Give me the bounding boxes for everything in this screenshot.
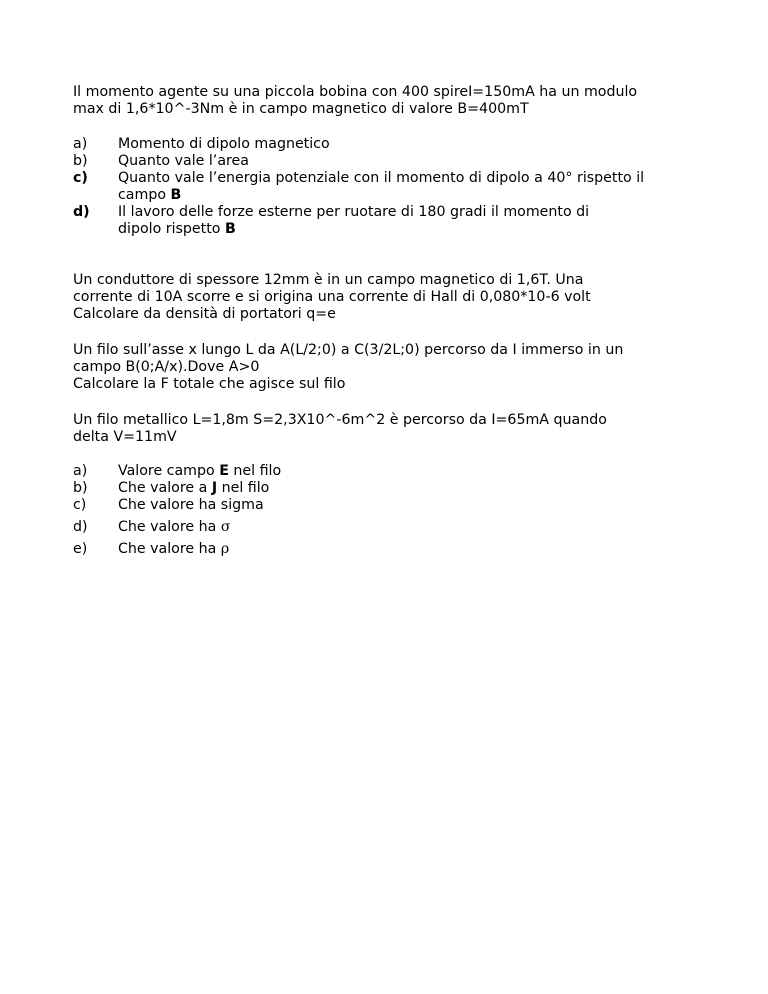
problem4-question-a bbox=[73, 463, 703, 480]
question-text bbox=[118, 541, 703, 558]
question-text-part: nel filo bbox=[217, 480, 270, 496]
problem2-line1: Un conduttore di spessore 12mm è in un campo magnetico di 1,6T. Una bbox=[73, 272, 584, 288]
problem3-line3: Calcolare la F totale che agisce sul filo bbox=[73, 376, 346, 392]
problem1-question-b bbox=[73, 153, 703, 170]
list-marker: c) bbox=[73, 170, 88, 186]
problem4-question-d bbox=[73, 519, 703, 536]
rho-symbol: ρ bbox=[220, 541, 230, 557]
problem1-questions bbox=[73, 136, 703, 238]
problem1-question-d bbox=[73, 204, 703, 238]
question-text-part: campo bbox=[118, 187, 171, 203]
question-text: Che valore ha sigma bbox=[118, 497, 264, 513]
list-marker: b) bbox=[73, 480, 88, 496]
problem1-intro bbox=[73, 84, 703, 118]
list-marker: c) bbox=[73, 497, 87, 513]
question-text-part: dipolo rispetto bbox=[118, 221, 225, 237]
question-text-part: Che valore a bbox=[118, 480, 212, 496]
question-text: Momento di dipolo magnetico bbox=[118, 136, 330, 152]
vector-symbol-j: J bbox=[211, 480, 218, 496]
problem4-line1: Un filo metallico L=1,8m S=2,3X10^-6m^2 è percorso da I=65mA quando bbox=[73, 412, 607, 428]
question-text bbox=[118, 519, 703, 536]
problem2 bbox=[73, 272, 703, 323]
question-text-part: Che valore ha bbox=[118, 541, 221, 557]
list-marker: e) bbox=[73, 541, 88, 557]
list-marker: a) bbox=[73, 463, 88, 479]
sigma-symbol: σ bbox=[220, 519, 231, 535]
problem1-intro-line2: max di 1,6*10^-3Nm è in campo magnetico di valore B=400mT bbox=[73, 101, 529, 117]
list-marker: a) bbox=[73, 136, 88, 152]
problem4-questions bbox=[73, 463, 703, 558]
vector-symbol-b: B bbox=[170, 187, 182, 203]
question-text-continued bbox=[118, 221, 703, 238]
problem3-line2: campo B(0;A/x).Dove A>0 bbox=[73, 359, 260, 375]
vector-symbol-e: E bbox=[219, 463, 229, 479]
problem1-intro-line1: Il momento agente su una piccola bobina con 400 spireI=150mA ha un modulo bbox=[73, 84, 638, 100]
problem4-question-b bbox=[73, 480, 703, 497]
question-text-part: Che valore ha bbox=[118, 519, 221, 535]
problem4-line2: delta V=11mV bbox=[73, 429, 177, 445]
question-text: Quanto vale l’energia potenziale con il momento di dipolo a 40° rispetto il bbox=[118, 170, 645, 186]
list-marker: b) bbox=[73, 153, 88, 169]
problem2-line2: corrente di 10A scorre e si origina una corrente di Hall di 0,080*10-6 volt bbox=[73, 289, 591, 305]
question-text bbox=[118, 463, 703, 480]
question-text-part: nel filo bbox=[228, 463, 282, 479]
problem3 bbox=[73, 342, 703, 393]
question-text-part: Valore campo bbox=[118, 463, 220, 479]
problem4-intro bbox=[73, 412, 703, 446]
problem4-question-c bbox=[73, 497, 703, 514]
list-marker: d) bbox=[73, 204, 90, 220]
list-marker: d) bbox=[73, 519, 88, 535]
problem2-line3: Calcolare da densità di portatori q=e bbox=[73, 306, 336, 322]
problem3-line1: Un filo sull’asse x lungo L da A(L/2;0) a C(3/2L;0) percorso da I immerso in un bbox=[73, 342, 624, 358]
question-text: Il lavoro delle forze esterne per ruotare di 180 gradi il momento di bbox=[118, 204, 590, 220]
question-text-continued bbox=[118, 187, 703, 204]
question-text: Quanto vale l’area bbox=[118, 153, 249, 169]
problem1-question-a bbox=[73, 136, 703, 153]
problem1-question-c bbox=[73, 170, 703, 204]
vector-symbol-b: B bbox=[224, 221, 236, 237]
problem4-question-e bbox=[73, 541, 703, 558]
question-text bbox=[118, 480, 703, 497]
